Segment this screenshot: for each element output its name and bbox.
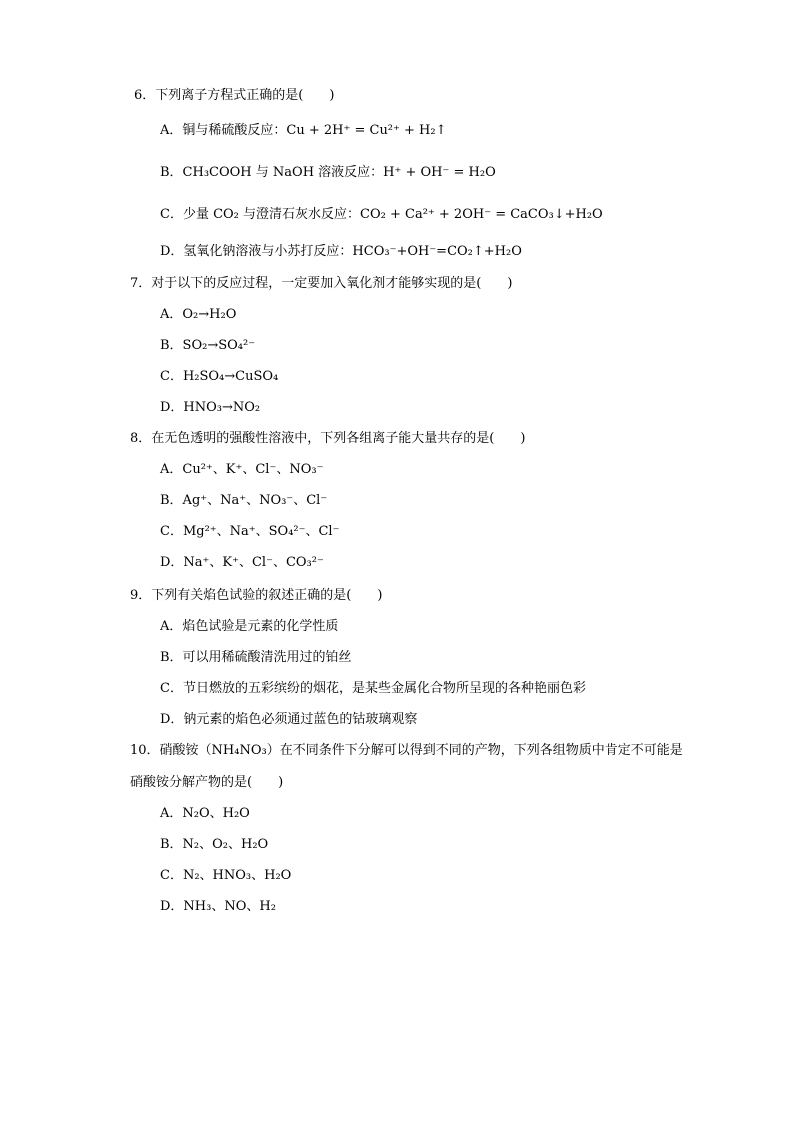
question-8-stem: 8．在无色透明的强酸性溶液中，下列各组离子能大量共存的是( ) — [130, 431, 526, 446]
question-8-option-c: C．Mg²⁺、Na⁺、SO₄²⁻、Cl⁻ — [160, 524, 340, 539]
question-6-option-c: C．少量 CO₂ 与澄清石灰水反应：CO₂ + Ca²⁺ + 2OH⁻ = CaCO₃↓+H₂O — [160, 207, 603, 222]
question-10-option-d: D．NH₃、NO、H₂ — [160, 899, 276, 914]
question-9-option-c: C．节日燃放的五彩缤纷的烟花，是某些金属化合物所呈现的各种艳丽色彩 — [160, 681, 586, 696]
question-9-stem: 9．下列有关焰色试验的叙述正确的是( ) — [130, 588, 383, 603]
question-7-option-b: B．SO₂→SO₄²⁻ — [160, 338, 256, 353]
question-6-option-b: B．CH₃COOH 与 NaOH 溶液反应：H⁺ + OH⁻ = H₂O — [160, 165, 496, 180]
question-8-option-d: D．Na⁺、K⁺、Cl⁻、CO₃²⁻ — [160, 555, 324, 570]
question-7-option-d: D．HNO₃→NO₂ — [160, 400, 261, 415]
question-6-option-d: D．氢氧化钠溶液与小苏打反应：HCO₃⁻+OH⁻=CO₂↑+H₂O — [160, 244, 522, 259]
question-6-option-a: A．铜与稀硫酸反应：Cu + 2H⁺ = Cu²⁺ + H₂↑ — [160, 123, 447, 138]
question-10-option-c: C．N₂、HNO₃、H₂O — [160, 868, 292, 883]
question-8-option-a: A．Cu²⁺、K⁺、Cl⁻、NO₃⁻ — [160, 462, 324, 477]
question-9-option-a: A．焰色试验是元素的化学性质 — [160, 619, 339, 634]
question-9-option-b: B．可以用稀硫酸清洗用过的铂丝 — [160, 650, 352, 665]
question-10-stem: 10．硝酸铵（NH₄NO₃）在不同条件下分解可以得到不同的产物，下列各组物质中肯定不可能是 — [130, 743, 683, 758]
question-6-stem: 6．下列离子方程式正确的是( ) — [134, 88, 335, 103]
question-8-option-b: B．Ag⁺、Na⁺、NO₃⁻、Cl⁻ — [160, 493, 328, 508]
question-7-option-c: C．H₂SO₄→CuSO₄ — [160, 369, 279, 384]
question-10-option-a: A．N₂O、H₂O — [160, 806, 250, 821]
question-7-stem: 7．对于以下的反应过程，一定要加入氧化剂才能够实现的是( ) — [130, 276, 513, 291]
question-10-option-b: B．N₂、O₂、H₂O — [160, 837, 269, 852]
question-10-stem-continued: 硝酸铵分解产物的是( ) — [130, 775, 284, 790]
question-7-option-a: A．O₂→H₂O — [160, 307, 237, 322]
question-9-option-d: D．钠元素的焰色必须通过蓝色的钴玻璃观察 — [160, 712, 418, 727]
